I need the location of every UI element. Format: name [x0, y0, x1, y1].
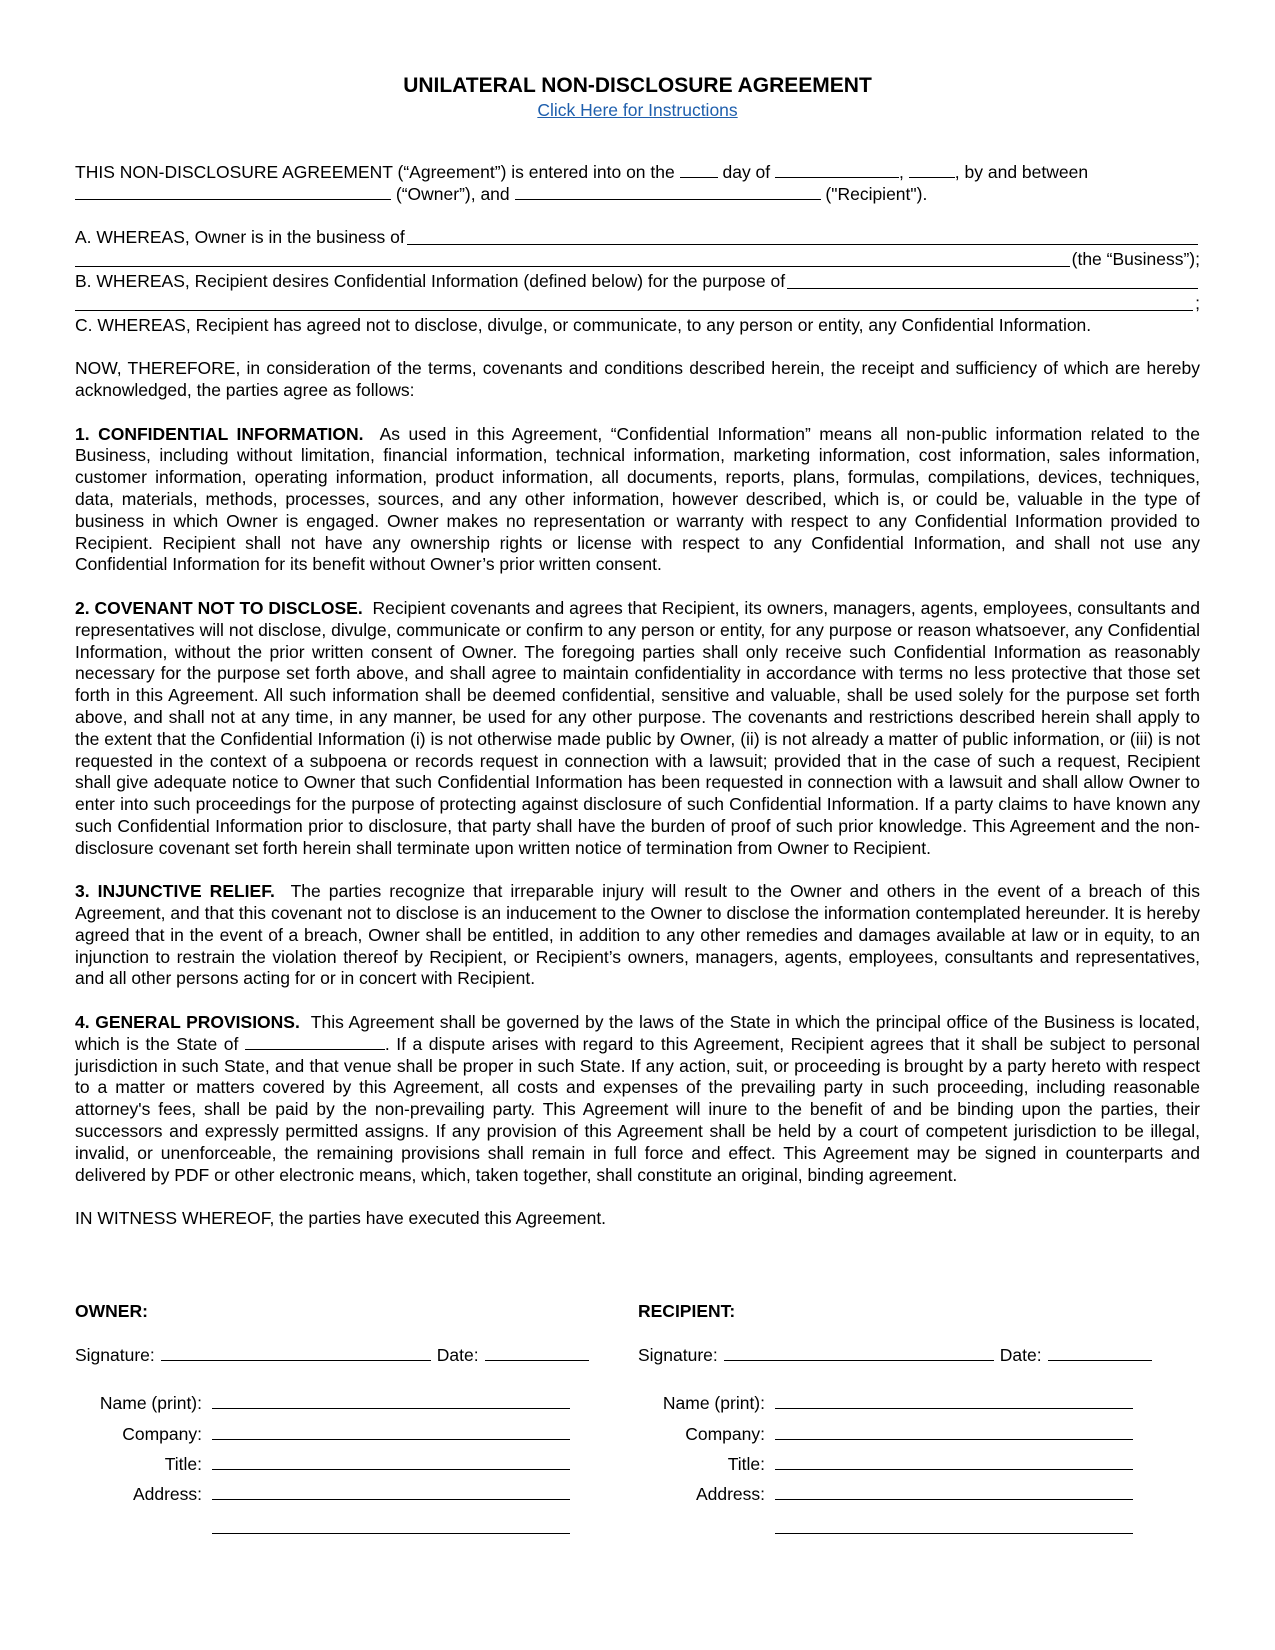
intro-text-5: (“Owner”), and: [395, 183, 510, 204]
recipient-name-print-field[interactable]: [775, 1392, 1133, 1409]
recipient-title-field[interactable]: [775, 1453, 1133, 1470]
owner-name-print-field[interactable]: [212, 1392, 570, 1409]
owner-signature-block: [75, 1300, 595, 1504]
recipient-heading: RECIPIENT:: [638, 1301, 736, 1321]
intro-text-4: , by and between: [954, 162, 1089, 182]
recipient-title-label: Title:: [727, 1454, 765, 1474]
section-1-body: As used in this Agreement, “Confidential Information” means all non-public information related to the Business, including without limitation, financial information, technical information, marketing information, cost information, sales information, customer information, operating information, product information, all documents, reports, plans, formulas, compilations, devices, techniques, data, materials, methods, processes, sources, and any other information, however described, which is, or could be, valuable in the type of business in which Owner is engaged. Owner makes no representation or warranty with respect to any Confidential Information provided to Recipient. Recipient shall not have any ownership rights or license with respect to any Confidential Information, and shall not use any Confidential Information for its benefit without Owner’s prior written consent.: [75, 423, 1200, 575]
recipient-address-label: Address:: [695, 1484, 765, 1504]
intro-text-6: ("Recipient").: [825, 183, 928, 204]
recital-b-line-2: [75, 293, 1200, 315]
intro-paragraph: [75, 162, 1200, 184]
owner-signature-line: [75, 1344, 589, 1366]
recital-b-line: [75, 271, 1200, 293]
recipient-address-field[interactable]: [775, 1483, 1133, 1500]
recipient-company-field[interactable]: [775, 1423, 1133, 1440]
owner-title-field[interactable]: [212, 1453, 570, 1470]
section-4-body-pre: This Agreement shall be governed by the laws of the State in which the principal office of the Business is located, which is the State of: [75, 1012, 1200, 1054]
recipient-signature-line: [638, 1344, 1152, 1366]
recipient-date-label: Date:: [999, 1345, 1042, 1365]
purpose-field-2[interactable]: [75, 294, 1193, 311]
owner-company-label: Company:: [122, 1424, 202, 1444]
owner-date-field[interactable]: [485, 1344, 589, 1361]
section-3-body: The parties recognize that irreparable injury will result to the Owner and others in the event of a breach of this Agreement, and that this covenant not to disclose is an inducement to the Owner to disclose the information contemplated hereunder. It is hereby agreed that in the event of a breach, Owner shall be entitled, in addition to any other remedies and damages available at law or in equity, to an injunction to restrain the violation thereof by Recipient, or Recipient’s owners, managers, agents, employees, consultants and representatives, and all other persons acting for or in concert with Recipient.: [75, 881, 1200, 989]
year-field[interactable]: [909, 162, 955, 178]
section-4-body-post: . If a dispute arises with regard to this Agreement, Recipient agrees that it shall be subject to personal jurisdiction in such State, and that venue shall be proper in such State. If any action, suit, or proceeding is brought by a party hereto with respect to a matter or matters covered by this Agreement, all costs and expenses of the prevailing party in such proceeding, including reasonable attorney's fees, shall be paid by the non-prevailing party. This Agreement will inure to the benefit of and be binding upon the parties, their successors and expressly permitted assigns. If any provision of this Agreement shall be held by a court of competent jurisdiction to be illegal, invalid, or unenforceable, the remaining provisions shall remain in full force and effect. This Agreement may be signed in counterparts and delivered by PDF or other electronic means, which, taken together, shall constitute an original, binding agreement.: [75, 1033, 1200, 1185]
section-general-provisions: [75, 1012, 1200, 1186]
owner-company-field[interactable]: [212, 1423, 570, 1440]
owner-signature-label: Signature:: [75, 1345, 155, 1365]
owner-title-label: Title:: [164, 1454, 202, 1474]
owner-name-label: Name (print):: [99, 1393, 202, 1413]
owner-name-field[interactable]: [75, 184, 391, 200]
recipient-address-field-2[interactable]: [775, 1517, 1133, 1534]
recital-a-end: (the “Business”);: [1071, 249, 1200, 270]
intro-text-1: THIS NON-DISCLOSURE AGREEMENT (“Agreement”) is entered into on the: [75, 162, 675, 182]
recipient-name-label: Name (print):: [662, 1393, 765, 1413]
page-title: UNILATERAL NON-DISCLOSURE AGREEMENT: [403, 74, 872, 97]
section-3-heading: 3. INJUNCTIVE RELIEF.: [75, 881, 275, 902]
owner-heading: OWNER:: [75, 1301, 148, 1321]
owner-date-label: Date:: [436, 1345, 479, 1365]
section-covenant-not-to-disclose: [75, 598, 1200, 860]
business-field-2[interactable]: [75, 250, 1070, 267]
month-field[interactable]: [775, 162, 899, 178]
document-page: [75, 72, 1200, 1230]
recipient-signature-block: [638, 1300, 1158, 1504]
business-field[interactable]: [407, 228, 1198, 245]
owner-address-field[interactable]: [212, 1483, 570, 1500]
state-field[interactable]: [245, 1034, 385, 1050]
intro-parties-line: [75, 184, 1200, 206]
section-1-heading: 1. CONFIDENTIAL INFORMATION.: [75, 423, 364, 444]
intro-text-2: day of: [722, 162, 771, 182]
recipient-signature-label: Signature:: [638, 1345, 718, 1365]
witness-statement: IN WITNESS WHEREOF, the parties have executed this Agreement.: [75, 1208, 607, 1229]
recital-a-text: A. WHEREAS, Owner is in the business of: [75, 227, 405, 248]
recital-a-line: [75, 227, 1200, 249]
section-2-heading: 2. COVENANT NOT TO DISCLOSE.: [75, 597, 363, 618]
recipient-signature-field[interactable]: [724, 1344, 994, 1361]
instructions-link-row: [75, 100, 1200, 120]
recital-b-text: B. WHEREAS, Recipient desires Confidential Information (defined below) for the purpose of: [75, 270, 786, 291]
recital-c: C. WHEREAS, Recipient has agreed not to disclose, divulge, or communicate, to any person or entity, any Confidential Information.: [75, 314, 1092, 335]
section-confidential-information: [75, 424, 1200, 577]
day-field[interactable]: [680, 162, 718, 178]
recipient-date-field[interactable]: [1048, 1344, 1152, 1361]
section-4-heading: 4. GENERAL PROVISIONS.: [75, 1012, 300, 1033]
recipient-name-field[interactable]: [515, 184, 821, 200]
intro-comma: ,: [899, 162, 904, 182]
recital-b-end: ;: [1195, 292, 1200, 313]
purpose-field[interactable]: [787, 272, 1198, 289]
owner-address-label: Address:: [132, 1484, 202, 1504]
now-therefore-paragraph: NOW, THEREFORE, in consideration of the terms, covenants and conditions described herein, the receipt and sufficiency of which are hereby acknowledged, the parties agree as follows:: [75, 358, 1200, 400]
recital-a-line-2: [75, 249, 1200, 271]
instructions-link[interactable]: Click Here for Instructions: [537, 100, 738, 120]
section-injunctive-relief: [75, 881, 1200, 990]
section-2-body: Recipient covenants and agrees that Recipient, its owners, managers, agents, employees, consultants and representatives will not disclose, divulge, communicate or confirm to any person or entity, for any purpose or reason whatsoever, any Confidential Information, without the prior written consent of Owner. The foregoing parties shall only receive such Confidential Information as reasonably necessary for the purpose set forth above, and shall agree to maintain confidentiality in accordance with terms no less protective that those set forth in this Agreement. All such information shall be deemed confidential, sensitive and valuable, shall be used solely for the purpose set forth above, and shall not at any time, in any manner, be used for any other purpose. The covenants and restrictions described herein shall apply to the extent that the Confidential Information (i) is not otherwise made public by Owner, (ii) is not already a matter of public information, or (iii) is not requested in the context of a subpoena or records request in connection with a lawsuit; provided that in the case of such a request, Recipient shall give adequate notice to Owner that such Confidential Information has been requested in connection with a lawsuit and shall allow Owner to enter into such proceedings for the purpose of protecting against disclosure of such Confidential Information. If a party claims to have known any such Confidential Information prior to disclosure, that party shall have the burden of proof of such prior knowledge. This Agreement and the non-disclosure covenant set forth herein shall terminate upon written notice of termination from Owner to Recipient.: [75, 597, 1200, 858]
owner-signature-field[interactable]: [161, 1344, 431, 1361]
recipient-company-label: Company:: [685, 1424, 765, 1444]
owner-address-field-2[interactable]: [212, 1517, 570, 1534]
